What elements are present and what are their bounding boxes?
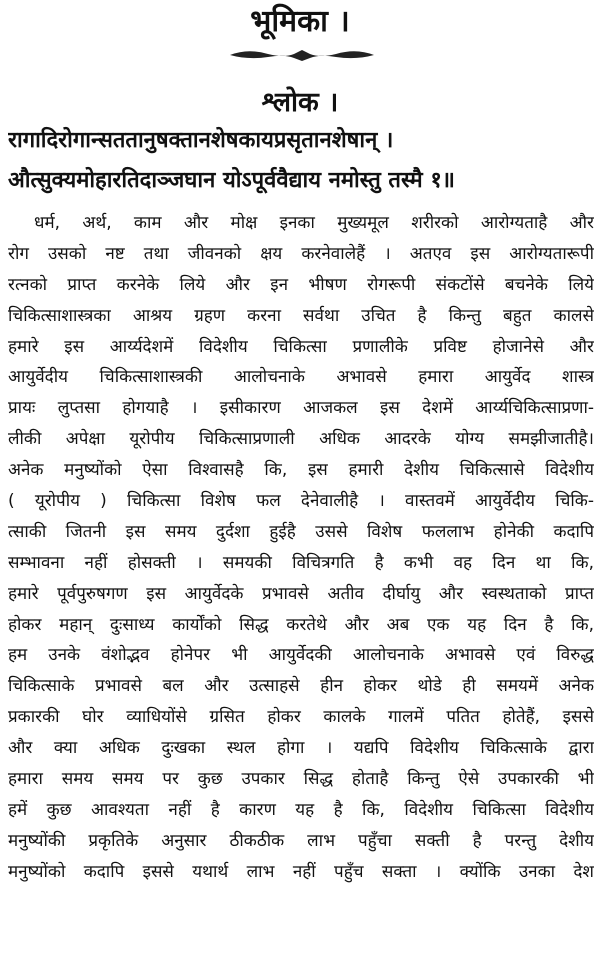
text-line: सम्भावना नहीं होसक्ती । समयकी विचित्रगति है कभी वह दिन था कि, — [8, 552, 594, 573]
text-line: रोग उसको नष्ट तथा जीवनको क्षय करनेवालेहैं । अतएव इस आरोग्यतारूपी — [8, 243, 594, 264]
text-line: अनेक मनुष्योंको ऐसा विश्वासहै कि, इस हमारी देशीय चिकित्सासे विदेशीय — [8, 460, 594, 481]
text-line: हमारे इस आर्य्यदेशमें विदेशीय चिकित्सा प्रणालीके प्रविष्ट होजानेसे और — [8, 336, 594, 357]
text-line: प्रायः लुप्तसा होगयाहै । इसीकारण आजकल इस देशमें आर्य्यचिकित्साप्रणा- — [8, 398, 594, 419]
shloka-line-2: औत्सुक्यमोहारतिदाञ्जघान योऽपूर्ववैद्याय नमोस्तु तस्मै १॥ — [8, 168, 455, 193]
text-line: आयुर्वेदीय चिकित्साशास्त्रकी आलोचनाके अभावसे हमारा आयुर्वेद शास्त्र — [8, 367, 594, 388]
text-line: हमारा समय समय पर कुछ उपकार सिद्ध होताहै किन्तु ऐसे उपकारकी भी — [8, 769, 594, 790]
text-line: त्साकी जितनी इस समय दुर्दशा हुईहै उससे विशेष फललाभ होनेकी कदापि — [8, 521, 594, 542]
text-line: ( यूरोपीय ) चिकित्सा विशेष फल देनेवालीहै । वास्तवमें आयुर्वेदीय चिकि- — [8, 491, 594, 512]
shloka-line-1: रागादिरोगान्सततानुषक्तानशेषकायप्रसृतानशेषान् । — [8, 128, 394, 153]
text-line: हम उनके वंशोद्भव होनेपर भी आयुर्वेदकी आलोचनाके अभावसे एवं विरुद्ध — [8, 645, 594, 666]
body-text — [8, 208, 594, 888]
document-page — [0, 2, 600, 954]
text-line: धर्म, अर्थ, काम और मोक्ष इनका मुख्यमूल शरीरको आरोग्यताहै और — [34, 213, 594, 233]
section-heading: श्लोक । — [261, 87, 339, 118]
text-line: चिकित्साके प्रभावसे बल और उत्साहसे हीन होकर थोडे ही समयमें अनेक — [8, 676, 594, 697]
text-line: चिकित्साशास्त्रका आश्रय ग्रहण करना सर्वथा उचित है किन्तु बहुत कालसे — [8, 305, 594, 326]
text-line: लीकी अपेक्षा यूरोपीय चिकित्साप्रणाली अधिक आदरके योग्य समझीजातीहै। — [8, 429, 594, 450]
text-line: रत्नको प्राप्त करनेके लिये और इन भीषण रोगरूपी संकटोंसे बचनेके लिये — [8, 274, 594, 295]
text-line: और क्या अधिक दुःखका स्थल होगा । यद्यपि विदेशीय चिकित्साके द्वारा — [8, 738, 594, 759]
text-line: मनुष्योंको कदापि इससे यथार्थ लाभ नहीं पहुँच सक्ता । क्योंकि उनका देश — [8, 861, 594, 882]
text-line: प्रकारकी घोर व्याधियोंसे ग्रसित होकर कालके गालमें पतित होतेहैं, इससे — [8, 707, 594, 728]
text-line: हमें कुछ आवश्यता नहीं है कारण यह है कि, विदेशीय चिकित्सा विदेशीय — [8, 799, 594, 820]
text-line: होकर महान् दुःसाध्य कार्योंको सिद्ध करतेथे और अब एक यह दिन है कि, — [8, 614, 594, 635]
text-line: हमारे पूर्वपुरुषगण इस आयुर्वेदके प्रभावसे अतीव दीर्घायु और स्वस्थताको प्राप्त — [8, 583, 594, 604]
ornament-divider-icon — [228, 46, 376, 64]
text-line: मनुष्योंकी प्रकृतिके अनुसार ठीकठीक लाभ पहुँचा सक्ती है परन्तु देशीय — [8, 830, 594, 851]
page-title: भूमिका । — [250, 4, 350, 39]
